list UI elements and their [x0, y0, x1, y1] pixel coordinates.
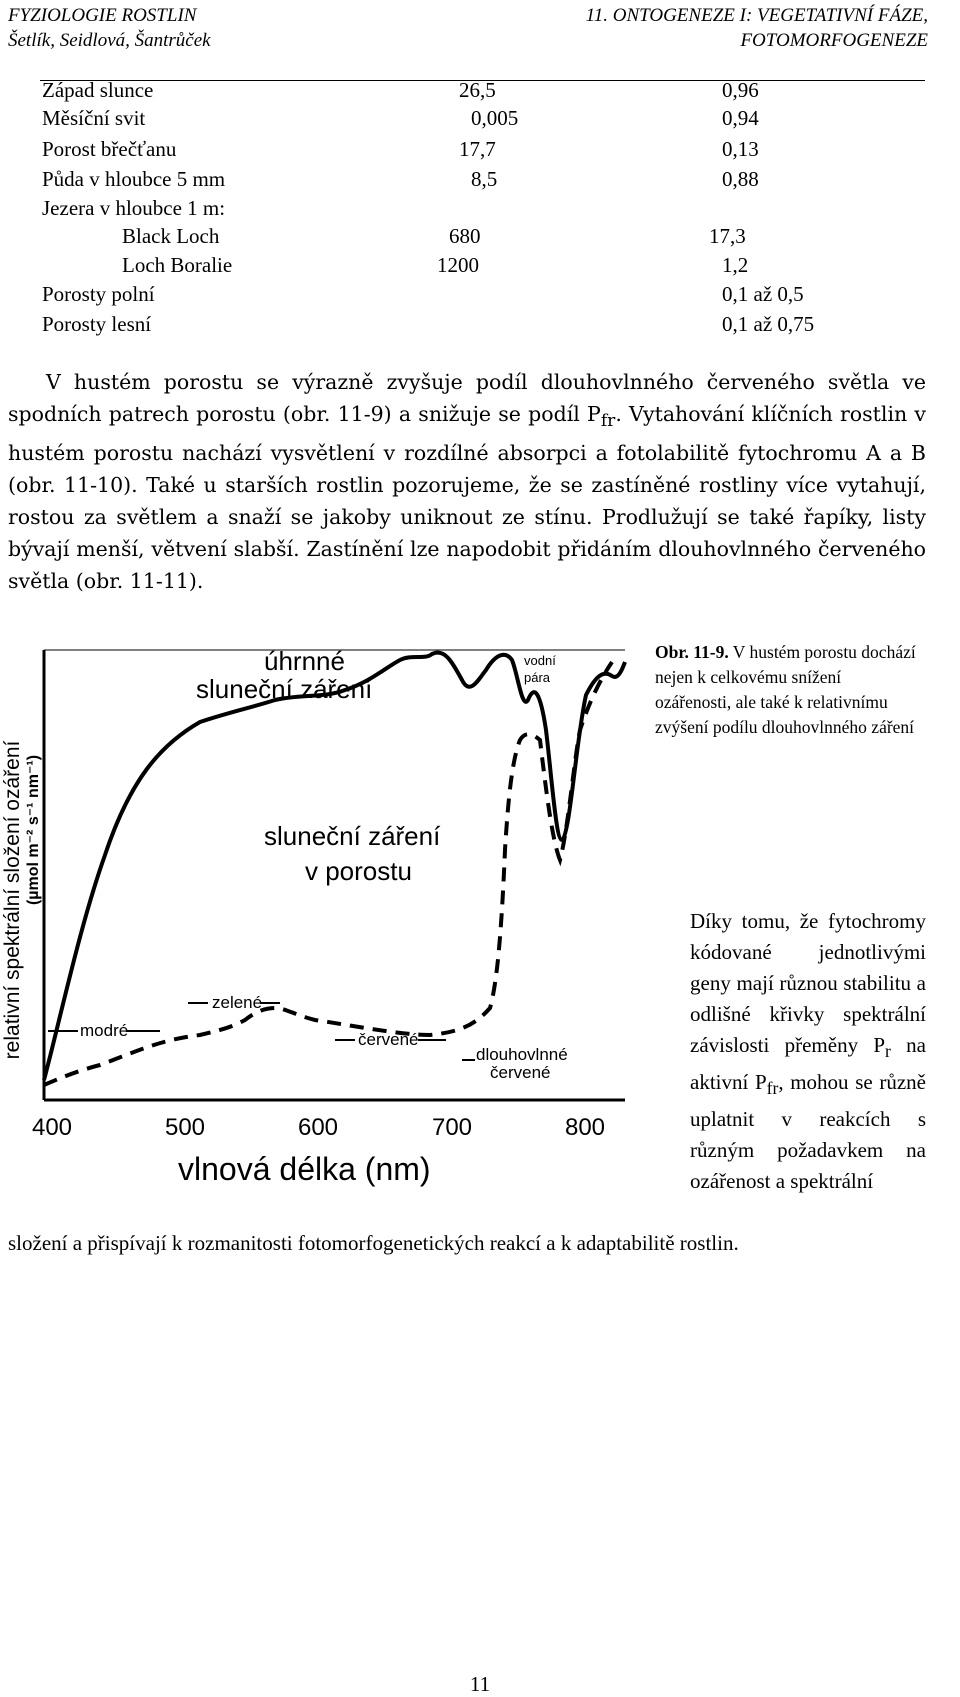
row-label: Black Loch: [122, 224, 220, 248]
x-tick: 800: [564, 1114, 606, 1141]
paragraph-text-1: V hustém porostu se výrazně zvyšuje podíl dlouhovlnného červeného světla ve spodních patrech porostu (obr. 11-9) a snižuje se podíl P: [8, 370, 926, 426]
subscript-fr: fr: [766, 1078, 779, 1099]
row-value-1: 0,005: [471, 106, 519, 130]
band-blue-label: modré: [80, 1021, 129, 1040]
chapter-subtitle: FOTOMORFOGENEZE: [740, 30, 928, 51]
spectrum-figure: [0, 640, 640, 1190]
x-tick: 500: [164, 1114, 206, 1141]
row-value-2: 17,3: [709, 224, 746, 248]
x-tick: 700: [431, 1114, 473, 1141]
row-label: Západ slunce: [42, 78, 154, 102]
band-farred-label-2: červené: [490, 1063, 551, 1082]
side-text-1: Díky tomu, že fytochromy kódované jednotlivými geny mají různou stabilitu a odlišné křivky spektrální závislosti přeměny P: [690, 909, 926, 1057]
band-red-label: červené: [358, 1030, 419, 1049]
label-canopy: sluneční záření: [264, 821, 441, 851]
running-header-left: [8, 3, 211, 53]
caption-text: V hustém porostu dochází nejen k celkovému snížení ozářenosti, ale také k relativnímu zvýšení podílu dlouhovlnného záření: [655, 642, 916, 737]
caption-label: Obr. 11-9.: [655, 642, 729, 662]
table-row: [0, 75, 960, 105]
chapter-title: 11. ONTOGENEZE I: VEGETATIVNÍ FÁZE,: [585, 5, 928, 26]
running-header-right: [586, 3, 928, 53]
row-value-2: 0,88: [722, 167, 759, 191]
book-title: FYZIOLOGIE ROSTLIN: [8, 5, 197, 26]
side-text-2: na aktivní P: [690, 1033, 926, 1095]
table-row: [0, 279, 960, 309]
book-authors: Šetlík, Seidlová, Šantrůček: [8, 30, 211, 51]
y-axis-title: relativní spektrální složení ozáření: [1, 740, 24, 1060]
table-row: [0, 134, 960, 164]
row-label: Porost břečťanu: [42, 137, 177, 161]
page-number: 11: [469, 1672, 491, 1696]
label-total-2: sluneční záření: [196, 674, 373, 704]
row-label: Porosty lesní: [42, 312, 152, 336]
subscript-fr: fr: [600, 411, 616, 432]
label-total: úhrnné: [264, 646, 345, 676]
x-axis-title: vlnová délka (nm): [178, 1151, 431, 1187]
row-value-2: 1,2: [722, 253, 749, 277]
table-row: [0, 250, 960, 280]
x-tick: 600: [297, 1114, 339, 1141]
row-value-2: 0,13: [722, 137, 759, 161]
figure-caption: [655, 640, 920, 740]
row-label: Jezera v hloubce 1 m:: [42, 196, 226, 220]
row-value-1: 680: [449, 224, 481, 248]
band-green-label: zelené: [212, 993, 263, 1012]
label-water-vapor: vodní: [524, 653, 556, 668]
side-paragraph: [690, 906, 926, 1197]
label-water-vapor-2: pára: [524, 670, 551, 685]
row-value-2: 0,96: [722, 78, 759, 102]
row-value-1: 26,5: [459, 78, 496, 102]
row-label: Porosty polní: [42, 282, 155, 306]
table-row: [0, 193, 960, 223]
x-tick: 400: [31, 1114, 73, 1141]
row-value-1: 8,5: [471, 167, 498, 191]
paragraph-tail: složení a přispívají k rozmanitosti fotomorfogenetických reakcí a k adaptabilitě rostlin.: [8, 1231, 739, 1255]
row-value-1: 1200: [437, 253, 479, 277]
table-row: [0, 103, 960, 133]
paragraph-text-2: . Vytahování klíčních rostlin v hustém porostu nachází vysvětlení v rozdílné absorpci a fotolabilitě fytochromu A a B (obr. 11-10). Také u starších rostlin pozorujeme, že se zastíněné rostliny více vytahují, rostou za světlem a snaží se jakoby uniknout ze stínu. Prodlužují se také řapíky, listy bývají menší, větvení slabší. Zastínění lze napodobit přidáním dlouhovlnného červeného světla (obr. 11-11).: [8, 402, 926, 594]
row-value-2: 0,1 až 0,75: [722, 312, 815, 336]
table-row: [0, 164, 960, 194]
row-label: Loch Boralie: [122, 253, 233, 277]
row-value-2: 0,1 až 0,5: [722, 282, 804, 306]
row-value-2: 0,94: [722, 106, 759, 130]
y-axis-unit: (µmol m⁻² s⁻¹ nm⁻¹): [25, 754, 42, 906]
table-row: [0, 221, 960, 251]
label-canopy-2: v porostu: [305, 856, 412, 886]
subscript-r: r: [885, 1041, 891, 1062]
body-paragraph: [8, 366, 926, 597]
row-label: Půda v hloubce 5 mm: [42, 167, 226, 191]
row-label: Měsíční svit: [42, 106, 146, 130]
row-value-1: 17,7: [459, 137, 496, 161]
band-farred-label: dlouhovlnné: [476, 1045, 568, 1064]
side-text-3: , mohou se různě uplatnit v reakcích s různým požadavkem na ozářenost a spektrální: [690, 1070, 926, 1194]
table-row: [0, 309, 960, 339]
